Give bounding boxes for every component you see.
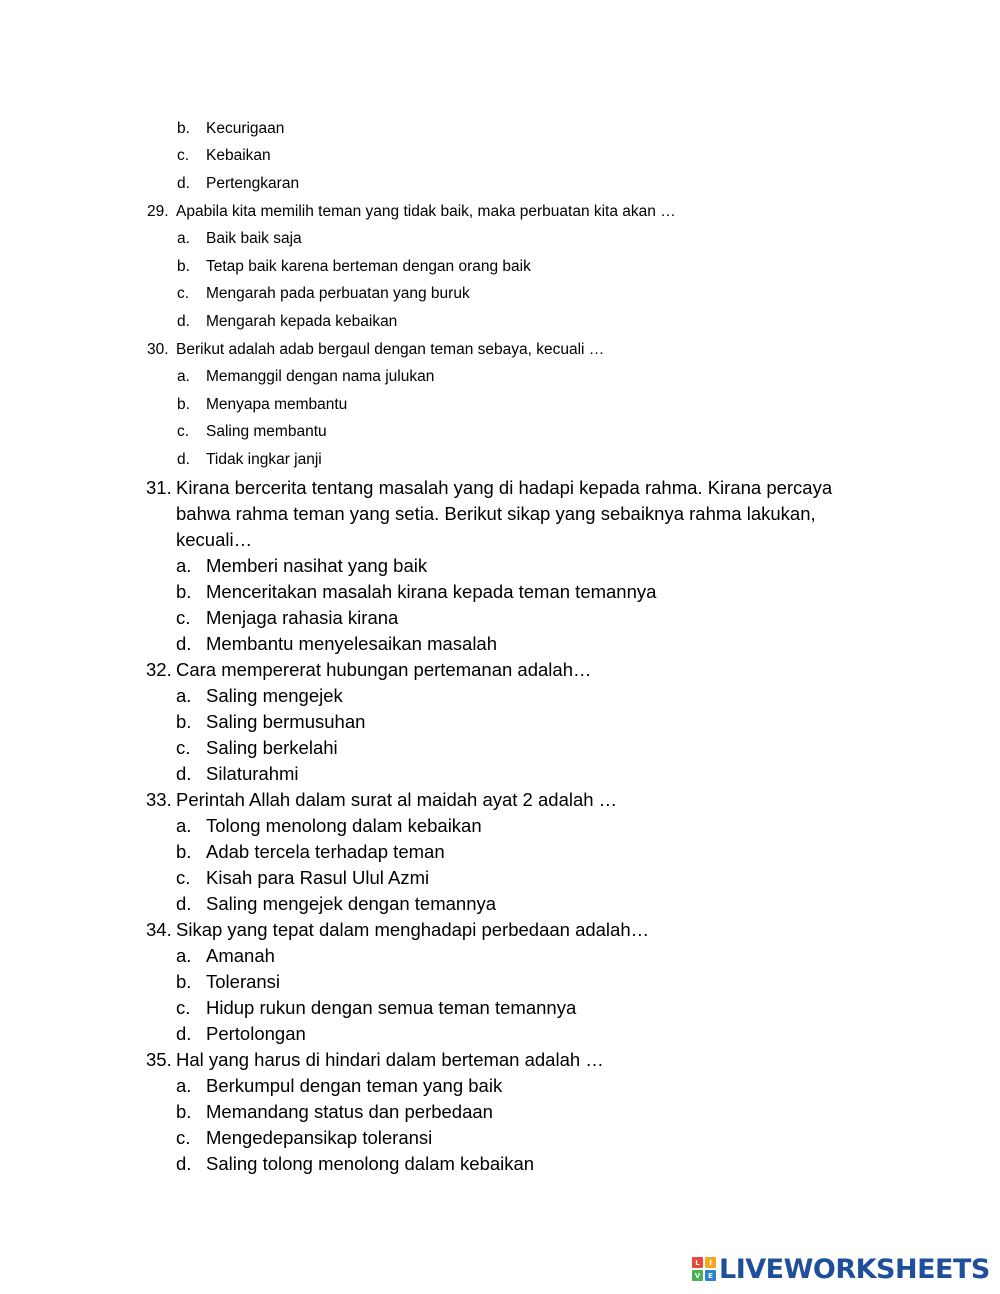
q30-option-c-letter: c. — [177, 423, 190, 440]
q32-option-b-text: Saling bermusuhan — [206, 711, 366, 732]
q29-option-c-text: Mengarah pada perbuatan yang buruk — [206, 285, 470, 302]
q29-number: 29. — [147, 203, 169, 220]
q34-option-c-letter: c. — [176, 997, 191, 1018]
q31-question-line-2: bahwa rahma teman yang setia. Berikut sikap yang sebaiknya rahma lakukan, — [176, 503, 816, 524]
q29-option-b-text: Tetap baik karena berteman dengan orang baik — [206, 258, 531, 275]
q34-option-b-text: Toleransi — [206, 971, 281, 992]
q32-option-d-letter: d. — [176, 763, 192, 784]
q31-question-line-1: Kirana bercerita tentang masalah yang di hadapi kepada rahma. Kirana percaya — [176, 477, 833, 498]
q32-option-c-text: Saling berkelahi — [206, 737, 338, 758]
q35-option-b-text: Memandang status dan perbedaan — [206, 1101, 493, 1122]
q32-option-c-letter: c. — [176, 737, 191, 758]
q35-option-b-letter: b. — [176, 1101, 192, 1122]
q35-number: 35. — [146, 1049, 172, 1070]
q35-option-a-text: Berkumpul dengan teman yang baik — [206, 1075, 503, 1096]
q34-option-d-letter: d. — [176, 1023, 192, 1044]
q32-number: 32. — [146, 659, 172, 680]
q33-option-c-letter: c. — [176, 867, 191, 888]
q31-number: 31. — [146, 477, 172, 498]
q35-option-d-letter: d. — [176, 1153, 192, 1174]
q30-question: Berikut adalah adab bergaul dengan teman sebaya, kecuali … — [176, 341, 605, 358]
q30-option-a-letter: a. — [177, 368, 190, 385]
q35-option-c-letter: c. — [176, 1127, 191, 1148]
q34-option-c-text: Hidup rukun dengan semua teman temannya — [206, 997, 577, 1018]
q33-option-a-letter: a. — [176, 815, 192, 836]
q34-option-d-text: Pertolongan — [206, 1023, 306, 1044]
q28-option-c-text: Kebaikan — [206, 147, 271, 164]
q32-option-d-text: Silaturahmi — [206, 763, 299, 784]
q31-option-c-letter: c. — [176, 607, 191, 628]
q34-option-a-text: Amanah — [206, 945, 275, 966]
q35-question: Hal yang harus di hindari dalam berteman adalah … — [176, 1049, 604, 1070]
q33-question: Perintah Allah dalam surat al maidah ayat 2 adalah … — [176, 789, 618, 810]
q35-option-c-text: Mengedepansikap toleransi — [206, 1127, 433, 1148]
q34-question: Sikap yang tepat dalam menghadapi perbedaan adalah… — [176, 919, 650, 940]
q34-option-b-letter: b. — [176, 971, 192, 992]
q33-option-c-text: Kisah para Rasul Ulul Azmi — [206, 867, 430, 888]
q35-option-d-text: Saling tolong menolong dalam kebaikan — [206, 1153, 535, 1174]
q31-option-b-letter: b. — [176, 581, 192, 602]
q30-option-d-letter: d. — [177, 451, 190, 468]
q31-option-c-text: Menjaga rahasia kirana — [206, 607, 399, 628]
q30-option-c-text: Saling membantu — [206, 423, 327, 440]
q30-option-b-text: Menyapa membantu — [206, 396, 348, 413]
q31-option-a-text: Memberi nasihat yang baik — [206, 555, 428, 576]
q32-option-b-letter: b. — [176, 711, 192, 732]
q30-option-d-text: Tidak ingkar janji — [206, 451, 322, 468]
q33-option-b-letter: b. — [176, 841, 192, 862]
q32-option-a-letter: a. — [176, 685, 192, 706]
q31-option-b-text: Menceritakan masalah kirana kepada teman temannya — [206, 581, 657, 602]
q30-number: 30. — [147, 341, 169, 358]
q33-option-d-letter: d. — [176, 893, 192, 914]
q29-option-a-text: Baik baik saja — [206, 230, 302, 247]
q33-option-b-text: Adab tercela terhadap teman — [206, 841, 445, 862]
q30-option-b-letter: b. — [177, 396, 190, 413]
q28-option-d-text: Pertengkaran — [206, 175, 300, 192]
q35-option-a-letter: a. — [176, 1075, 192, 1096]
q28-option-c-letter: c. — [177, 147, 190, 164]
logo-block-v: V — [692, 1270, 703, 1281]
q31-option-a-letter: a. — [176, 555, 192, 576]
q28-option-b-letter: b. — [177, 120, 190, 137]
logo-block-e: E — [705, 1270, 716, 1281]
q33-option-d-text: Saling mengejek dengan temannya — [206, 893, 497, 914]
logo-block-l: L — [692, 1257, 703, 1268]
q33-number: 33. — [146, 789, 172, 810]
q30-option-a-text: Memanggil dengan nama julukan — [206, 368, 435, 385]
q31-option-d-letter: d. — [176, 633, 192, 654]
q34-option-a-letter: a. — [176, 945, 192, 966]
q29-question: Apabila kita memilih teman yang tidak baik, maka perbuatan kita akan … — [176, 203, 676, 220]
q28-option-b-text: Kecurigaan — [206, 120, 285, 137]
q32-option-a-text: Saling mengejek — [206, 685, 343, 706]
logo-text: LIVEWORKSHEETS — [719, 1253, 990, 1285]
liveworksheets-logo — [692, 1253, 990, 1285]
q34-number: 34. — [146, 919, 172, 940]
q29-option-a-letter: a. — [177, 230, 190, 247]
q28-option-d-letter: d. — [177, 175, 190, 192]
q29-option-b-letter: b. — [177, 258, 190, 275]
logo-block-i: I — [705, 1257, 716, 1268]
q31-option-d-text: Membantu menyelesaikan masalah — [206, 633, 498, 654]
q32-question: Cara mempererat hubungan pertemanan adalah… — [176, 659, 592, 680]
q29-option-d-letter: d. — [177, 313, 190, 330]
logo-icon — [692, 1257, 716, 1281]
q33-option-a-text: Tolong menolong dalam kebaikan — [206, 815, 482, 836]
q29-option-d-text: Mengarah kepada kebaikan — [206, 313, 398, 330]
q31-question-line-3: kecuali… — [176, 529, 253, 550]
q29-option-c-letter: c. — [177, 285, 190, 302]
